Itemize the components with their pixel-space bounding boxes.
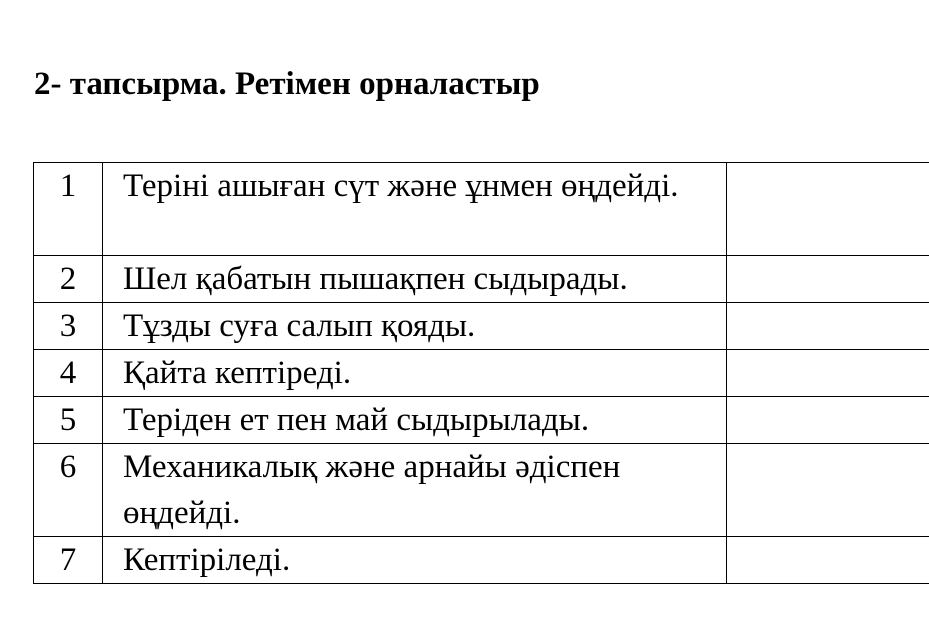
row-answer-cell[interactable] (727, 163, 929, 256)
row-number: 1 (34, 163, 103, 256)
row-answer-cell[interactable] (727, 444, 929, 537)
row-step-text: Теріден ет пен май сыдырылады. (103, 397, 727, 444)
table-row (34, 444, 929, 537)
table-row (34, 163, 929, 256)
row-number: 3 (34, 303, 103, 350)
row-step-text: Кептіріледі. (103, 537, 727, 584)
row-step-text: Қайта кептіреді. (103, 350, 727, 397)
row-answer-cell[interactable] (727, 303, 929, 350)
row-step-text: Шел қабатын пышақпен сыдырады. (103, 256, 727, 303)
row-number: 2 (34, 256, 103, 303)
table-row (34, 303, 929, 350)
row-number: 7 (34, 537, 103, 584)
table-row (34, 397, 929, 444)
ordering-table (33, 162, 929, 584)
row-answer-cell[interactable] (727, 537, 929, 584)
row-number: 5 (34, 397, 103, 444)
row-answer-cell[interactable] (727, 397, 929, 444)
row-step-text: Механикалық және арнайы әдіспен өңдейді. (103, 444, 727, 537)
row-number: 6 (34, 444, 103, 537)
table-row (34, 256, 929, 303)
table-row (34, 350, 929, 397)
row-answer-cell[interactable] (727, 256, 929, 303)
task-title: 2- тапсырма. Ретімен орналастыр (34, 66, 540, 102)
row-step-text: Тұзды суға салып қояды. (103, 303, 727, 350)
row-step-text: Теріні ашыған сүт және ұнмен өңдейді. (103, 163, 727, 256)
row-answer-cell[interactable] (727, 350, 929, 397)
row-number: 4 (34, 350, 103, 397)
table-row (34, 537, 929, 584)
